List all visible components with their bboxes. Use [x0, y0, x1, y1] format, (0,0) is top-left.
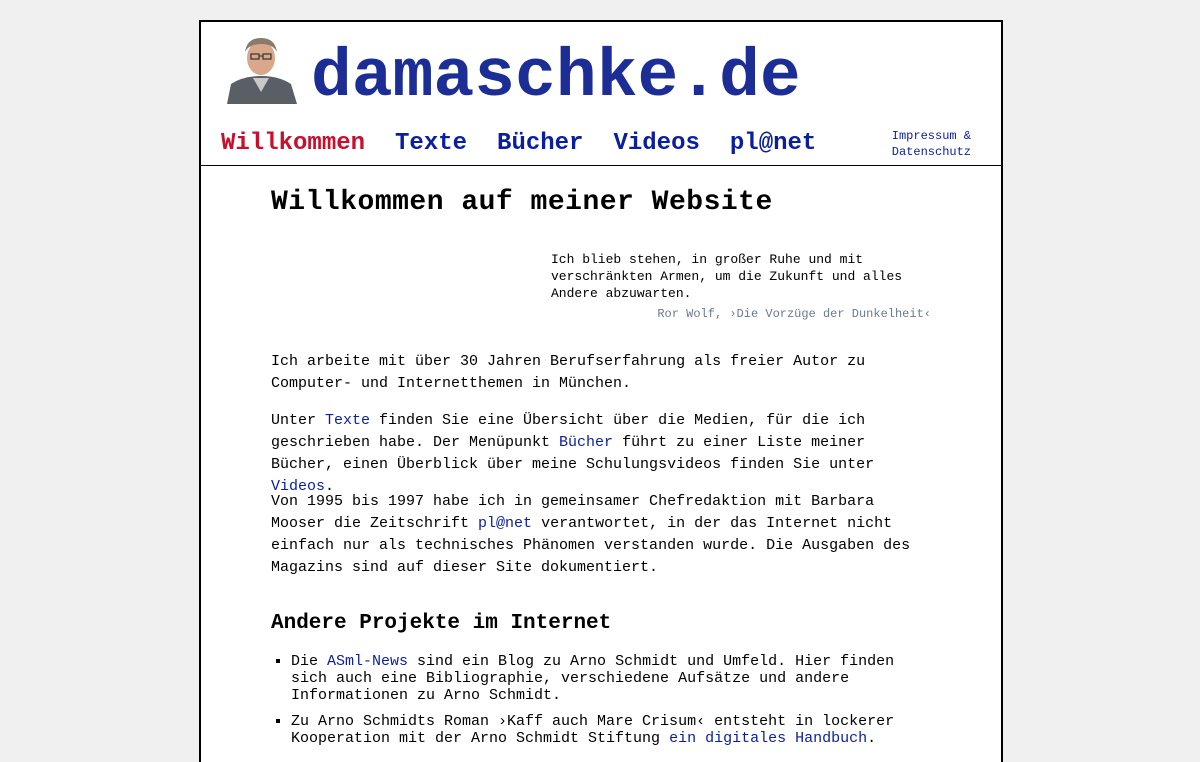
list-item [291, 653, 931, 704]
datenschutz-link[interactable]: Datenschutz [891, 145, 971, 159]
main-content [271, 187, 931, 747]
projects-list [271, 653, 931, 756]
site-header [201, 22, 1001, 166]
text: Unter [271, 412, 326, 429]
list-item [291, 713, 931, 747]
text: sind ein Blog zu Arno Schmidt und Umfeld. Hier finden sich auch eine Bibliographie, verschiedene Aufsätze und andere Informationen zu Arno Schmidt. [291, 653, 895, 704]
nav-item-planet[interactable]: pl@net [729, 130, 817, 157]
logo-dot: . [678, 39, 720, 116]
videos-link[interactable]: Videos [271, 478, 326, 495]
nav-item-texte[interactable]: Texte [395, 130, 468, 157]
meta-links [892, 128, 971, 160]
page-title: Willkommen auf meiner Website [271, 187, 773, 218]
texte-link[interactable]: Texte [325, 412, 371, 429]
author-photo [223, 32, 299, 104]
planet-link[interactable]: pl@net [478, 515, 533, 532]
quote-text: Ich blieb stehen, in großer Ruhe und mit verschränkten Armen, um die Zukunft und alles Andere abzuwarten. [551, 252, 903, 301]
nav-item-willkommen[interactable]: Willkommen [221, 130, 366, 157]
text: . [867, 730, 877, 747]
handbuch-link[interactable]: ein digitales Handbuch [669, 730, 868, 747]
nav-item-videos[interactable]: Videos [613, 130, 700, 157]
nav-item-buecher[interactable]: Bücher [497, 130, 584, 157]
impressum-link[interactable]: Impressum & [891, 129, 971, 143]
text: . [325, 478, 335, 495]
buecher-link[interactable]: Bücher [559, 434, 614, 451]
logo-tld: de [719, 39, 801, 116]
asml-news-link[interactable]: ASml-News [327, 653, 409, 670]
main-nav [221, 130, 816, 157]
text: Von 1995 bis 1997 habe ich in gemeinsamer Chefredaktion mit Barbara Mooser die Zeitschrift [271, 493, 875, 532]
logo-text: damaschke [311, 39, 679, 116]
epigraph [551, 251, 931, 323]
text: verantwortet, in der das Internet nicht einfach nur als technisches Phänomen verstanden wurde. Die Ausgaben des Magazins sind auf dieser Site dokumentiert. [271, 515, 911, 576]
text: finden Sie eine Übersicht über die Medien, für die ich geschrieben habe. Der Menüpunkt [271, 412, 866, 451]
text: Zu Arno Schmidts Roman ›Kaff auch Mare Crisum‹ entsteht in lockerer Kooperation mit der Arno Schmidt Stiftung [291, 713, 895, 747]
quote-source: Ror Wolf, ›Die Vorzüge der Dunkelheit‹ [657, 307, 931, 321]
planet-paragraph [271, 491, 931, 579]
site-logo[interactable] [311, 39, 801, 116]
overview-paragraph [271, 410, 931, 498]
intro-paragraph: Ich arbeite mit über 30 Jahren Berufserfahrung als freier Autor zu Computer- und Internetthemen in München. [271, 353, 866, 392]
page [199, 20, 1003, 762]
projects-heading: Andere Projekte im Internet [271, 612, 612, 635]
text: führt zu einer Liste meiner Bücher, einen Überblick über meine Schulungsvideos finden Sie unter [271, 434, 875, 473]
text: Die [291, 653, 328, 670]
